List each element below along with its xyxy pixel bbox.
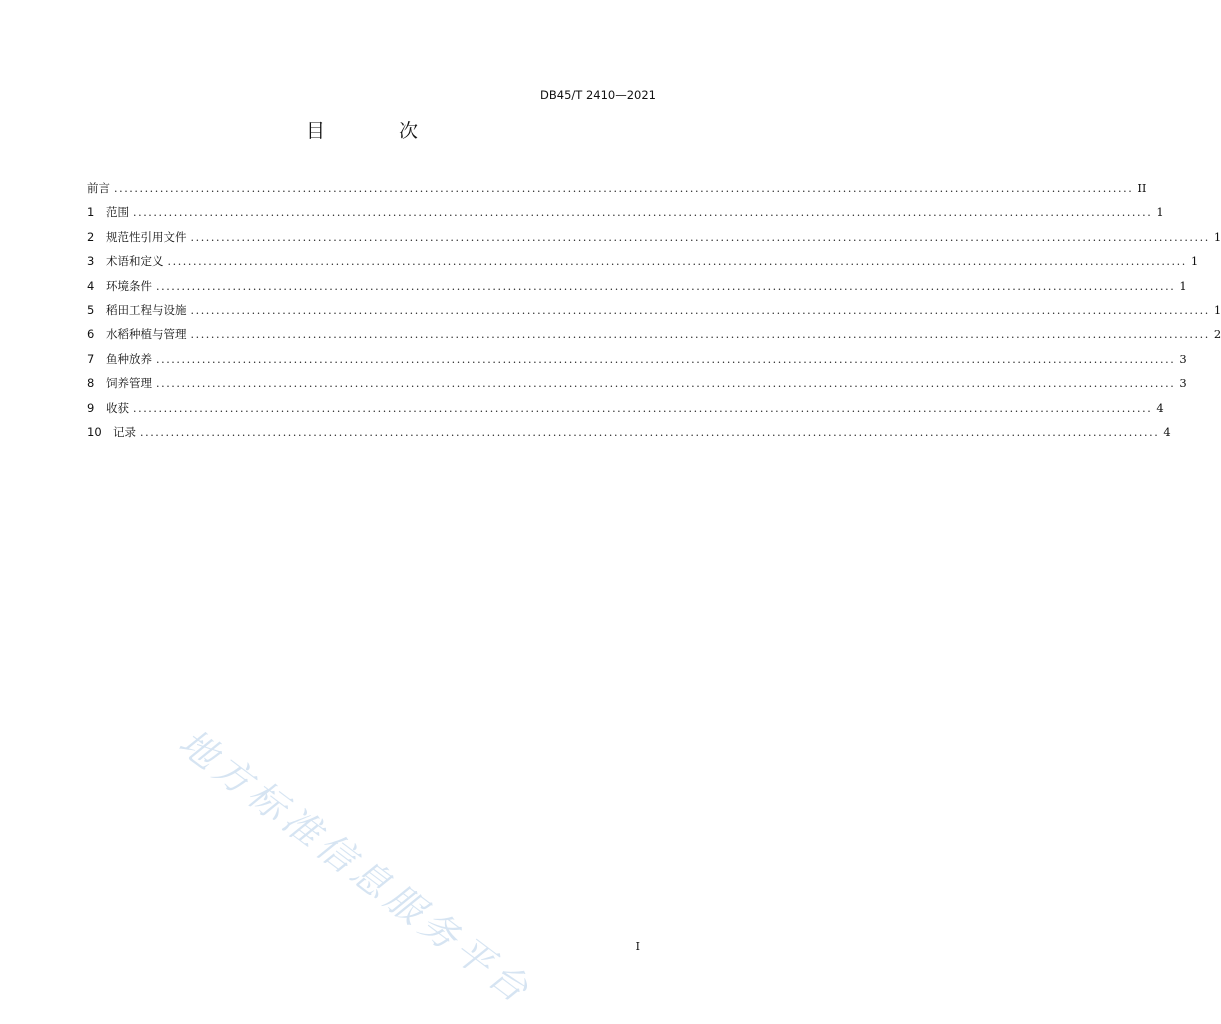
toc-entry-number: 10 — [87, 424, 102, 439]
toc-entry-page: 1 — [1213, 229, 1221, 244]
toc-entry-label: 记录 — [113, 424, 136, 439]
toc-entry-paddy-engineering[interactable] — [87, 302, 1221, 326]
toc-leader-dots: ........................................................................................................................................................................................................ — [190, 303, 1210, 317]
toc-entry-label: 范围 — [106, 205, 129, 220]
toc-entry-label: 饲养管理 — [106, 376, 152, 391]
toc-entry-number: 3 — [87, 254, 95, 269]
toc-entry-number: 7 — [87, 351, 95, 366]
toc-entry-page: 1 — [1179, 278, 1187, 293]
toc-entry-fish-stocking[interactable] — [87, 351, 1187, 375]
standard-code: DB45/T 2410—2021 — [540, 88, 656, 102]
toc-entry-page: 4 — [1163, 424, 1171, 439]
toc-leader-dots: ........................................................................................................................................................................................................ — [133, 401, 1153, 415]
toc-entry-rice-planting[interactable] — [87, 326, 1221, 350]
toc-entry-page: 1 — [1156, 205, 1164, 220]
toc-leader-dots: ........................................................................................................................................................................................................ — [167, 255, 1187, 269]
toc-entry-label: 收获 — [106, 400, 129, 415]
page-title: 目 次 — [305, 120, 453, 142]
toc-entry-number: 8 — [87, 376, 95, 391]
toc-entry-page: II — [1137, 181, 1147, 195]
toc-entry-page: 2 — [1213, 327, 1221, 342]
toc-leader-dots: ........................................................................................................................................................................................................ — [156, 279, 1176, 293]
toc-entry-number: 4 — [87, 278, 95, 293]
toc-entry-records[interactable] — [87, 424, 1171, 448]
toc-entry-number: 1 — [87, 205, 95, 220]
toc-entry-label: 稻田工程与设施 — [106, 302, 187, 317]
toc-entry-page: 1 — [1190, 254, 1199, 269]
toc-entry-foreword[interactable] — [87, 180, 1147, 204]
toc-entry-number: 9 — [87, 400, 95, 415]
toc-entry-normative-references[interactable] — [87, 229, 1221, 253]
toc-entry-number: 5 — [87, 302, 95, 317]
toc-leader-dots: ........................................................................................................................................................................................................ — [156, 377, 1176, 391]
toc-entry-environment[interactable] — [87, 278, 1187, 302]
toc-leader-dots: ........................................................................................................................................................................................................ — [133, 206, 1153, 220]
toc-entry-label: 术语和定义 — [106, 254, 164, 269]
toc-leader-dots: ........................................................................................................................................................................................................ — [114, 182, 1134, 195]
toc-entry-page: 3 — [1179, 351, 1187, 366]
toc-entry-page: 4 — [1156, 400, 1164, 415]
page-number: I — [635, 940, 640, 953]
toc-entry-label: 鱼种放养 — [106, 351, 152, 366]
toc-entry-page: 3 — [1179, 376, 1187, 391]
toc-entry-label: 环境条件 — [106, 278, 152, 293]
toc-entry-page: 1 — [1213, 302, 1221, 317]
toc-entry-label: 水稻种植与管理 — [106, 327, 187, 342]
toc-leader-dots: ........................................................................................................................................................................................................ — [190, 328, 1210, 342]
toc-entry-number: 2 — [87, 229, 95, 244]
watermark: 地方标准信息服务平台 — [170, 720, 541, 1014]
toc-entry-label: 前言 — [87, 181, 110, 195]
toc-entry-feeding-management[interactable] — [87, 375, 1187, 399]
table-of-contents — [87, 180, 1221, 448]
toc-entry-scope[interactable] — [87, 204, 1164, 228]
toc-entry-label: 规范性引用文件 — [106, 229, 187, 244]
toc-leader-dots: ........................................................................................................................................................................................................ — [190, 230, 1210, 244]
toc-leader-dots: ........................................................................................................................................................................................................ — [140, 425, 1160, 439]
toc-entry-harvest[interactable] — [87, 400, 1164, 424]
toc-leader-dots: ........................................................................................................................................................................................................ — [156, 352, 1176, 366]
toc-entry-number: 6 — [87, 327, 95, 342]
toc-entry-terms-definitions[interactable] — [87, 253, 1199, 277]
